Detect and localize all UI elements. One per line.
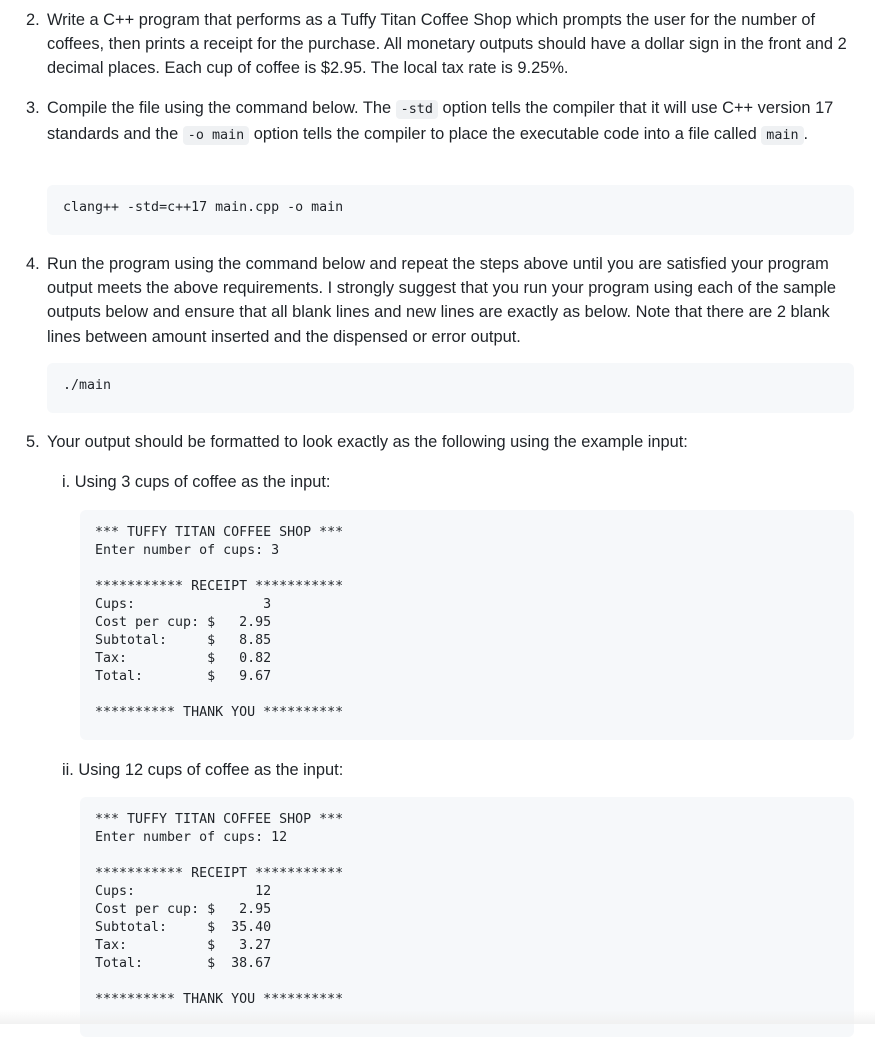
inline-code: -std [396, 100, 438, 119]
inline-code: -o main [183, 126, 249, 145]
step-number: 4. [26, 255, 40, 273]
step-3 [26, 96, 856, 148]
code-text: clang++ -std=c++17 main.cpp -o main [63, 200, 344, 215]
step-2 [26, 8, 856, 81]
sample-output-text: *** TUFFY TITAN COFFEE SHOP *** Enter number of cups: 12 *********** RECEIPT *********** Cups: 12 Cost per cup: $ 2.95 Subtotal: $ 35.40 Tax: $ 3.27 Total: $ 38.67 ********** THANK YOU ********** [95, 812, 344, 1007]
step-4 [26, 252, 856, 349]
step-text: Write a C++ program that performs as a Tuffy Titan Coffee Shop which prompts the user for the number of coffees, then prints a receipt for the purchase. All monetary outputs should have a dollar sign in the front and 2 decimal places. Each cup of coffee is $2.95. The local tax rate is 9.25%. [47, 11, 847, 78]
bottom-fade [0, 1010, 875, 1024]
example-label-i: i. Using 3 cups of coffee as the input: [62, 473, 331, 491]
step-5 [26, 430, 856, 454]
step-text: Compile the file using the command below. The -std option tells the compiler that it will use C++ version 17 standards and the -o main option tells the compiler to place the executable code into a file called main . [47, 99, 834, 144]
example-label-ii: ii. Using 12 cups of coffee as the input: [62, 761, 344, 779]
sample-output-text: *** TUFFY TITAN COFFEE SHOP *** Enter number of cups: 3 *********** RECEIPT *********** Cups: 3 Cost per cup: $ 2.95 Subtotal: $ 8.85 Tax: $ 0.82 Total: $ 9.67 ********** THANK YOU ********** [95, 525, 344, 720]
sample-output-block-ii [80, 797, 854, 1037]
step-number: 2. [26, 11, 40, 29]
sample-output-block-i [80, 510, 854, 740]
code-text: ./main [63, 378, 112, 393]
inline-code: main [761, 126, 803, 145]
compile-command-block [47, 185, 854, 235]
run-command-block [47, 363, 854, 413]
step-text: Run the program using the command below and repeat the steps above until you are satisfied your program output meets the above requirements. I strongly suggest that you run your program using each of the sample outputs below and ensure that all blank lines and new lines are exactly as below. Note that there are 2 blank lines between amount inserted and the dispensed or error output. [47, 255, 837, 346]
step-text: Your output should be formatted to look exactly as the following using the example input: [47, 433, 688, 451]
step-number: 3. [26, 99, 40, 117]
step-number: 5. [26, 433, 40, 451]
